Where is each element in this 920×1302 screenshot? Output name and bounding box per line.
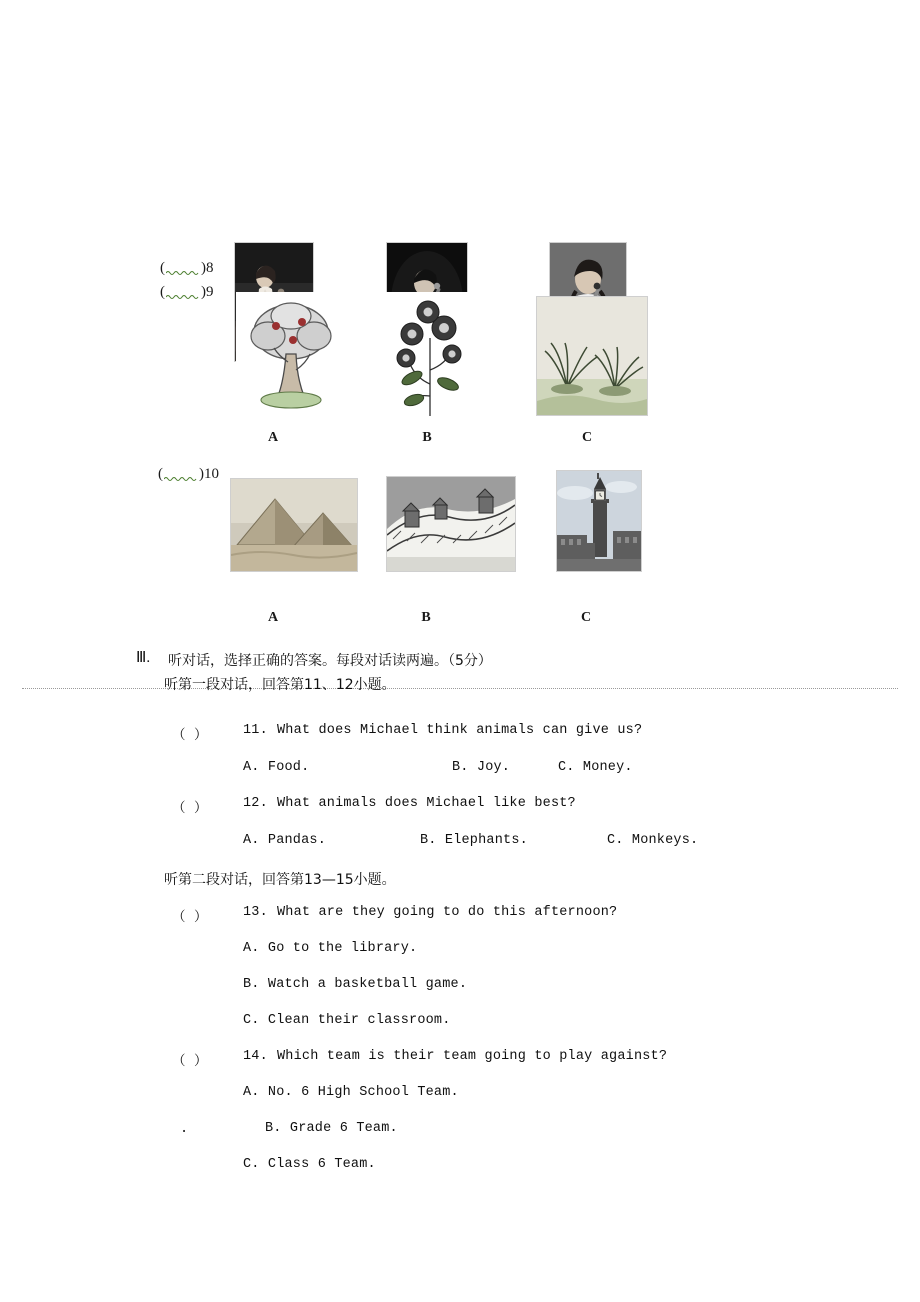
option-label-9-C: C — [581, 430, 593, 445]
choice-13-C[interactable]: C. Clean their classroom. — [243, 1013, 451, 1028]
option-image-9-C[interactable] — [536, 296, 648, 416]
choice-13-A[interactable]: A. Go to the library. — [243, 941, 418, 956]
option-label-10-B: B — [421, 610, 431, 625]
option-image-10-B[interactable] — [386, 476, 516, 572]
option-image-10-C[interactable] — [556, 470, 642, 572]
question-number-14: 14. — [243, 1049, 268, 1064]
question-stem-13: What are they going to do this afternoon? — [277, 905, 618, 920]
paren-left: ( — [158, 466, 163, 482]
answer-bracket-12[interactable]: （ ） — [172, 802, 208, 817]
question-number-11: 11. — [243, 723, 268, 738]
answer-blank-wave-icon[interactable] — [164, 475, 198, 481]
option-image-9-B[interactable] — [382, 292, 478, 418]
question-number-12: 12. — [243, 796, 268, 811]
paren-left: ( — [160, 260, 165, 276]
answer-bracket-14[interactable]: （ ） — [172, 1055, 208, 1070]
option-label-9-B: B — [422, 430, 432, 445]
choice-13-B[interactable]: B. Watch a basketball game. — [243, 977, 468, 992]
section-roman-numeral: Ⅲ. — [136, 650, 151, 666]
question-label-10: 10 — [204, 466, 219, 482]
choice-11-A[interactable]: A. Food. — [243, 760, 310, 775]
page-divider — [22, 688, 898, 690]
choice-12-C[interactable]: C. Monkeys. — [607, 833, 699, 848]
group-heading-1: 听第一段对话，回答第11、12小题。 — [164, 677, 396, 693]
choice-11-B[interactable]: B. Joy. — [452, 760, 511, 775]
option-label-10-C: C — [580, 610, 592, 625]
group-heading-2: 听第二段对话，回答第13—15小题。 — [164, 872, 396, 888]
choice-14-C[interactable]: C. Class 6 Team. — [243, 1157, 376, 1172]
option-label-9-A: A — [267, 430, 279, 445]
choice-11-C[interactable]: C. Money. — [558, 760, 633, 775]
question-stem-14: Which team is their team going to play against? — [277, 1049, 668, 1064]
stray-mark: . — [180, 1122, 189, 1137]
choice-14-A[interactable]: A. No. 6 High School Team. — [243, 1085, 459, 1100]
question-label-8: 8 — [206, 260, 214, 276]
answer-blank-wave-icon[interactable] — [166, 293, 200, 299]
option-image-9-A[interactable] — [236, 292, 346, 414]
section-title: 听对话，选择正确的答案。每段对话读两遍。（5分） — [168, 653, 492, 669]
paren-left: ( — [160, 284, 165, 300]
choice-12-A[interactable]: A. Pandas. — [243, 833, 327, 848]
question-number-8 — [160, 260, 214, 277]
question-number-10 — [158, 466, 219, 483]
option-image-10-A[interactable] — [230, 478, 358, 572]
question-stem-12: What animals does Michael like best? — [277, 796, 576, 811]
option-label-10-A: A — [267, 610, 279, 625]
question-label-9: 9 — [206, 284, 214, 300]
question-stem-11: What does Michael think animals can give us? — [277, 723, 643, 738]
answer-blank-wave-icon[interactable] — [166, 269, 200, 275]
choice-14-B[interactable]: B. Grade 6 Team. — [265, 1121, 398, 1136]
answer-bracket-11[interactable]: （ ） — [172, 729, 208, 744]
choice-12-B[interactable]: B. Elephants. — [420, 833, 528, 848]
question-number-9 — [160, 284, 214, 301]
answer-bracket-13[interactable]: （ ） — [172, 911, 208, 926]
paren-right: ) — [201, 284, 206, 300]
question-number-13: 13. — [243, 905, 268, 920]
paren-right: ) — [199, 466, 204, 482]
paren-right: ) — [201, 260, 206, 276]
